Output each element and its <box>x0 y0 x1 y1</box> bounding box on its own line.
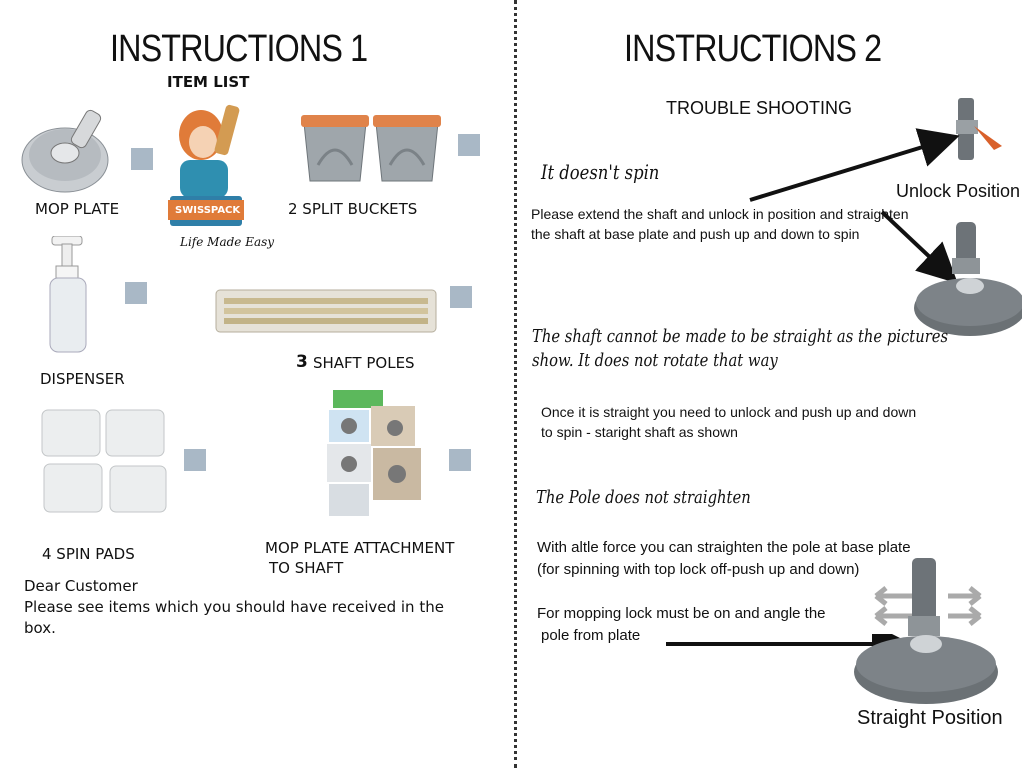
section-3-heading: The Pole does not straighten <box>536 487 751 508</box>
section-2-heading-1: The shaft cannot be made to be straight as the pictures <box>532 326 949 347</box>
dispenser-checkbox[interactable] <box>125 282 147 304</box>
spin-pads-image <box>40 408 168 518</box>
attachment-label-1: MOP PLATE ATTACHMENT <box>265 539 455 557</box>
shaft-poles-image <box>212 282 440 340</box>
unlock-position-label: Unlock Position <box>896 181 1021 201</box>
left-title: INSTRUCTIONS 1 <box>110 28 368 70</box>
base-plate-image-2 <box>852 556 1018 706</box>
troubleshooting-heading: TROUBLE SHOOTING <box>666 98 853 118</box>
shaft-poles-label: SHAFT POLES <box>313 354 415 372</box>
base-plate-image-1 <box>910 222 1022 340</box>
mop-plate-checkbox[interactable] <box>131 148 153 170</box>
shaft-count: 3 <box>296 352 308 372</box>
shaft-poles-checkbox[interactable] <box>450 286 472 308</box>
buckets-checkbox[interactable] <box>458 134 480 156</box>
section-1-line-2: the shaft at base plate and push up and down to spin <box>531 226 860 242</box>
section-3-line-4: pole from plate <box>541 627 641 644</box>
buckets-label: 2 SPLIT BUCKETS <box>288 200 418 218</box>
section-3-line-2: (for spinning with top lock off-push up and down) <box>537 561 860 578</box>
section-3-line-1: With altle force you can straighten the pole at base plate <box>537 539 911 556</box>
dispenser-image <box>38 236 100 356</box>
logo-tagline: Life Made Easy <box>180 235 275 249</box>
section-2-line-1: Once it is straight you need to unlock and push up and down <box>541 404 917 420</box>
straight-position-label: Straight Position <box>857 707 1003 729</box>
section-1-line-1: Please extend the shaft and unlock in position and straighten <box>531 206 909 222</box>
logo-brand: SWISSPACK <box>175 205 241 216</box>
panel-divider <box>514 0 517 768</box>
buckets-image <box>298 105 446 185</box>
spin-pads-checkbox[interactable] <box>184 449 206 471</box>
mop-plate-label: MOP PLATE <box>35 200 120 218</box>
section-3-line-3: For mopping lock must be on and angle the <box>537 605 826 622</box>
right-title: INSTRUCTIONS 2 <box>624 28 882 70</box>
note-line-1: Please see items which you should have received in the <box>24 598 444 616</box>
mop-plate-image <box>20 105 115 197</box>
note-greeting: Dear Customer <box>24 577 138 595</box>
attachment-label-2: TO SHAFT <box>269 559 344 577</box>
dispenser-label: DISPENSER <box>40 370 125 388</box>
section-2-line-2: to spin - staright shaft as shown <box>541 424 738 440</box>
attachment-checkbox[interactable] <box>449 449 471 471</box>
section-1-heading: It doesn't spin <box>541 160 660 184</box>
section-2-heading-2: show. It does not rotate that way <box>532 350 778 371</box>
spin-pads-label: 4 SPIN PADS <box>42 545 135 563</box>
item-list-heading: ITEM LIST <box>167 73 250 91</box>
attachment-image <box>325 388 425 518</box>
note-line-2: box. <box>24 619 56 637</box>
